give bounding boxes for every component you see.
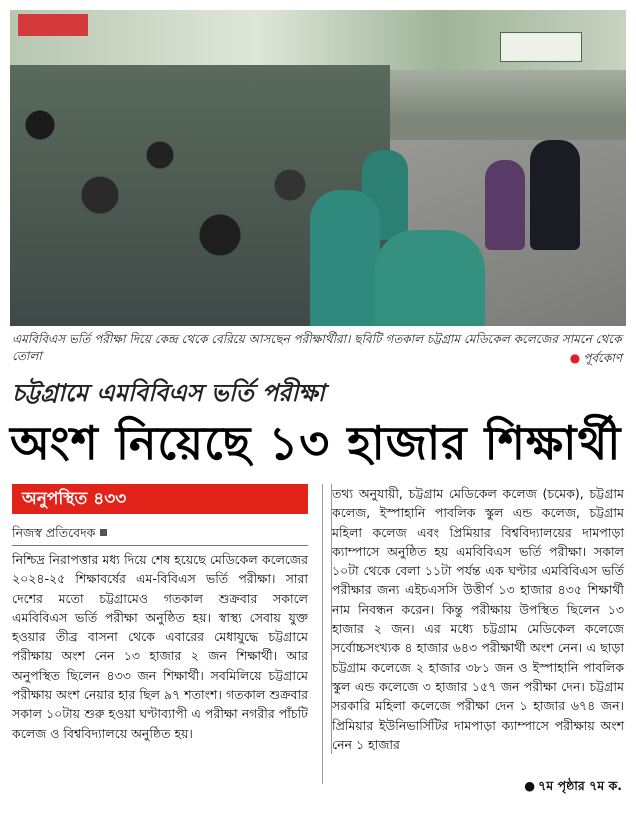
photo-figure [375, 230, 485, 326]
photo-caption: এমবিবিএস ভর্তি পরীক্ষা দিয়ে কেন্দ্র থেকে বেরিয়ে আসছেন পরীক্ষার্থীরা। ছবিটি গতকাল চট্টগ্রাম মেডিকেল কলেজের সামনে থেকে তোলা [12, 332, 622, 363]
photo-banner [500, 32, 582, 62]
continued-marker[interactable] [524, 778, 622, 798]
byline [12, 524, 308, 546]
right-column [322, 484, 624, 784]
square-icon [100, 529, 107, 536]
photo-figure [485, 160, 525, 250]
headline: অংশ নিয়েছে ১৩ হাজার শিক্ষার্থী [10, 416, 622, 470]
bullet-icon: ● [569, 351, 581, 365]
photo-figure [530, 140, 580, 250]
left-column [12, 484, 308, 743]
continued-text: ৭ম পৃষ্ঠার ৭ম ক. [538, 778, 622, 793]
photo-credit [570, 350, 622, 370]
bullet-icon: ● [524, 778, 536, 793]
credit-text: পূর্বকোণ [583, 351, 622, 365]
article-body-right: তথ্য অনুযায়ী, চট্টগ্রাম মেডিকেল কলেজ (চমেক), চট্টগ্রাম কলেজ, ইস্পাহানি পাবলিক স্কুল এন্ড কলেজ, চট্টগ্রাম মহিলা কলেজ এবং প্রিমিয়ার বিশ্ববিদ্যালয়ের দামপাড়া ক্যাম্পাসে অনুষ্ঠিত হয় এমবিবিএস ভর্তি পরীক্ষা। সকাল ১০টা থেকে বেলা ১১টা পর্যন্ত এক ঘণ্টার এমবিবিএস ভর্তি পরীক্ষার জন্য এইচএসসি উত্তীর্ণ ১৩ হাজার ৪৩৫ শিক্ষার্থী নাম নিবন্ধন করেন। কিন্তু পরীক্ষায় উপস্থিত ছিলেন ১৩ হাজার ২ জন। এর মধ্যে চট্টগ্রাম মেডিকেল কলেজে সর্বোচ্চসংখ্যক ৪ হাজার ৬৪৩ পরীক্ষার্থী অংশ নেন। এ ছাড়া চট্টগ্রাম কলেজে ২ হাজার ৩৮১ জন ও ইস্পাহানি পাবলিক স্কুল এন্ড কলেজে ৩ হাজার ১৫৭ জন পরীক্ষা দেন। চট্টগ্রাম সরকারি মহিলা কলেজে পরীক্ষা দেন ১ হাজার ৬৭৪ জন। প্রিমিয়ার ইউনিভার্সিটির দামপাড়া ক্যাম্পাসে পরীক্ষায় অংশ নেন ১ হাজার [331, 484, 624, 754]
headline-kicker: চট্টগ্রামে এমবিবিএস ভর্তি পরীক্ষা [12, 379, 325, 407]
article-body-left: নিশ্চিদ্র নিরাপত্তার মধ্য দিয়ে শেষ হয়েছে মেডিকেল কলেজের ২০২৪-২৫ শিক্ষাবর্ষের এম-বিবিএস ভর্তি পরীক্ষা। সারা দেশের মতো চট্টগ্রামেও গতকাল শুক্রবার সকালে এমবিবিএস ভর্তি পরীক্ষা অনুষ্ঠিত হয়। স্বাস্থ্য সেবায় যুক্ত হওয়ার তীব্র বাসনা থেকে এবারের মেধাযুদ্ধে চট্টগ্রামে পরীক্ষায় অংশ নেন ১৩ হাজার ২ জন শিক্ষার্থী। আর অনুপস্থিত ছিলেন ৪৩৩ জন শিক্ষার্থী। সবমিলিয়ে চট্টগ্রামে পরীক্ষায় অংশ নেয়ার হার ছিল ৯৭ শতাংশ। গতকাল শুক্রবার সকাল ১০টায় শুরু হওয়া ঘণ্টাব্যাপী এ পরীক্ষা নগরীর পাঁচটি কলেজ ও বিশ্ববিদ্যালয়ে অনুষ্ঠিত হয়। [12, 552, 308, 741]
byline-text: নিজস্ব প্রতিবেদক [12, 525, 96, 540]
photo-signboard [18, 14, 88, 36]
photo-figure [310, 190, 380, 326]
subheadline-box: অনুপস্থিত ৪৩৩ [12, 484, 308, 514]
news-photo [10, 10, 626, 326]
